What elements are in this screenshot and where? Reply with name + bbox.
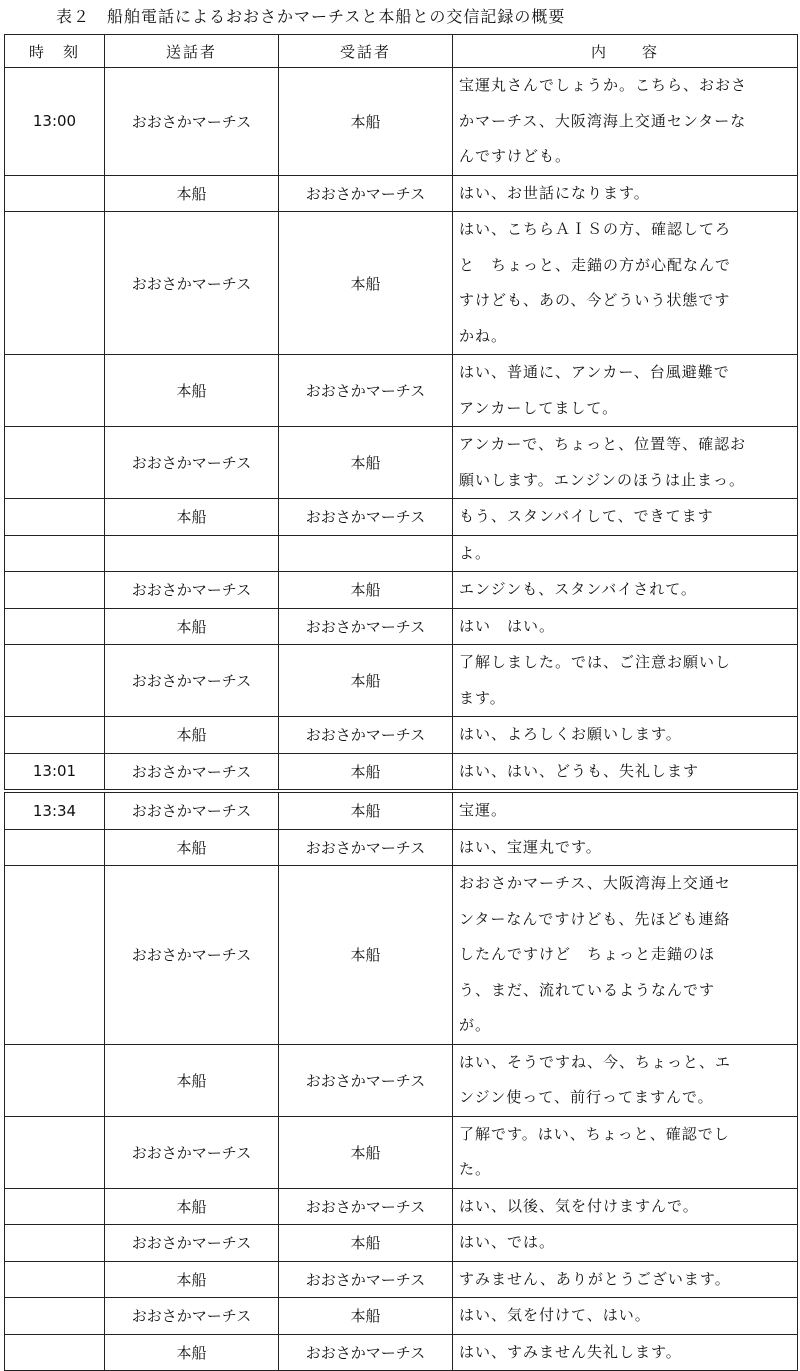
content-line: はい、そうですね、今、ちょっと、エ [459, 1052, 732, 1071]
content-cell [453, 1225, 798, 1262]
content-line: はい、よろしくお願いします。 [459, 725, 682, 743]
content-cell [453, 1261, 798, 1298]
table-row [5, 1188, 798, 1225]
speaker-cell: おおさかマーチス [105, 791, 279, 829]
content-line: と ちょっと、走錨の方が心配なんで [459, 255, 732, 274]
table-row [5, 1116, 798, 1188]
table-row [5, 1044, 798, 1116]
time-cell [5, 355, 105, 427]
content-cell [453, 427, 798, 499]
content-cell [453, 753, 798, 791]
content-line: ンジン使って、前行ってますんで。 [459, 1088, 714, 1106]
content-line: はい、すみません失礼します。 [459, 1342, 682, 1361]
time-cell [5, 1298, 105, 1335]
receiver-cell: 本船 [279, 212, 453, 355]
speaker-cell: おおさかマーチス [105, 753, 279, 791]
table-row [5, 499, 798, 536]
speaker-cell: おおさかマーチス [105, 212, 279, 355]
time-cell [5, 175, 105, 212]
header-receiver: 受話者 [279, 35, 453, 68]
table-row [5, 791, 798, 829]
table-row [5, 355, 798, 427]
receiver-cell: 本船 [279, 1298, 453, 1335]
content-line: はい、お世話になります。 [459, 183, 650, 202]
table-row [5, 1225, 798, 1262]
content-line: おおさかマーチス、大阪湾海上交通セ [459, 874, 731, 892]
header-content: 内 容 [453, 35, 798, 68]
speaker-cell: 本船 [105, 499, 279, 536]
receiver-cell: おおさかマーチス [279, 1261, 453, 1298]
time-cell [5, 1116, 105, 1188]
time-cell [5, 499, 105, 536]
speaker-cell [105, 535, 279, 572]
content-line: 宝運丸さんでしょうか。こちら、おおさ [459, 76, 748, 94]
content-line: う、まだ、流れているようなんです [459, 980, 716, 999]
time-cell [5, 572, 105, 609]
content-line: ます。 [459, 688, 506, 707]
table-row [5, 427, 798, 499]
time-cell [5, 427, 105, 499]
speaker-cell: 本船 [105, 175, 279, 212]
table-row [5, 608, 798, 645]
content-cell [453, 1334, 798, 1371]
time-cell [5, 212, 105, 355]
content-line: はい、気を付けて、はい。 [459, 1306, 651, 1324]
content-cell [453, 355, 798, 427]
time-cell: 13:34 [5, 791, 105, 829]
content-line: 願いします。エンジンのほうは止まっ。 [459, 470, 746, 489]
content-line: はい はい。 [459, 616, 556, 635]
content-line: ンターなんですけども、先ほども連絡 [459, 909, 731, 928]
table-row [5, 68, 798, 176]
table-row [5, 535, 798, 572]
content-cell [453, 645, 798, 717]
content-line: はい、はい、どうも、失礼します [459, 761, 700, 780]
content-line: もう、スタンバイして、できてます [459, 507, 714, 525]
time-cell [5, 717, 105, 754]
receiver-cell: おおさかマーチス [279, 1044, 453, 1116]
speaker-cell: 本船 [105, 355, 279, 427]
content-line: はい、宝運丸です。 [459, 837, 602, 856]
receiver-cell: おおさかマーチス [279, 717, 453, 754]
receiver-cell: おおさかマーチス [279, 1188, 453, 1225]
time-cell: 13:00 [5, 68, 105, 176]
content-cell [453, 608, 798, 645]
content-line: はい、普通に、アンカー、台風避難で [459, 363, 730, 381]
time-cell [5, 535, 105, 572]
receiver-cell: 本船 [279, 68, 453, 176]
receiver-cell: 本船 [279, 572, 453, 609]
receiver-cell: おおさかマーチス [279, 499, 453, 536]
content-line: アンカーしてまして。 [459, 398, 619, 417]
speaker-cell: おおさかマーチス [105, 68, 279, 176]
content-cell [453, 212, 798, 355]
time-cell [5, 608, 105, 645]
table-row [5, 175, 798, 212]
speaker-cell: 本船 [105, 1261, 279, 1298]
content-line: んですけども。 [459, 147, 572, 165]
table-row [5, 1261, 798, 1298]
speaker-cell: 本船 [105, 1188, 279, 1225]
receiver-cell: おおさかマーチス [279, 829, 453, 866]
time-cell [5, 645, 105, 717]
receiver-cell: 本船 [279, 753, 453, 791]
speaker-cell: 本船 [105, 717, 279, 754]
table-row [5, 717, 798, 754]
receiver-cell: おおさかマーチス [279, 608, 453, 645]
receiver-cell: 本船 [279, 645, 453, 717]
speaker-cell: おおさかマーチス [105, 1225, 279, 1262]
content-line: よ。 [459, 543, 492, 562]
receiver-cell: 本船 [279, 866, 453, 1045]
speaker-cell: おおさかマーチス [105, 866, 279, 1045]
content-cell [453, 68, 798, 176]
receiver-cell: おおさかマーチス [279, 175, 453, 212]
time-cell: 13:01 [5, 753, 105, 791]
speaker-cell: おおさかマーチス [105, 427, 279, 499]
content-line: すけども、あの、今どういう状態です [459, 291, 731, 309]
speaker-cell: 本船 [105, 1334, 279, 1371]
content-cell [453, 175, 798, 212]
time-cell [5, 1334, 105, 1371]
table-body [5, 68, 798, 1371]
content-cell [453, 572, 798, 609]
content-line: すみません、ありがとうございます。 [459, 1269, 731, 1288]
content-cell [453, 535, 798, 572]
header-row [5, 35, 798, 68]
table-caption: 表２ 船舶電話によるおおさかマーチスと本船との交信記録の概要 [56, 7, 566, 26]
receiver-cell: おおさかマーチス [279, 1334, 453, 1371]
content-line: はい、では。 [459, 1233, 556, 1251]
content-cell [453, 1044, 798, 1116]
content-cell [453, 791, 798, 829]
content-line: はい、こちらＡＩＳの方、確認してろ [459, 220, 732, 238]
speaker-cell: おおさかマーチス [105, 1298, 279, 1335]
header-time: 時 刻 [5, 35, 105, 68]
content-cell [453, 499, 798, 536]
time-cell [5, 1261, 105, 1298]
content-line: 了解しました。では、ご注意お願いし [459, 653, 732, 671]
receiver-cell: おおさかマーチス [279, 355, 453, 427]
table-row [5, 572, 798, 609]
receiver-cell: 本船 [279, 427, 453, 499]
receiver-cell: 本船 [279, 1225, 453, 1262]
table-row [5, 753, 798, 791]
receiver-cell: 本船 [279, 1116, 453, 1188]
speaker-cell: 本船 [105, 608, 279, 645]
content-cell [453, 866, 798, 1045]
content-line: が。 [459, 1016, 492, 1034]
speaker-cell: おおさかマーチス [105, 572, 279, 609]
communication-log-table [4, 34, 798, 1371]
content-line: た。 [459, 1160, 492, 1178]
receiver-cell: 本船 [279, 791, 453, 829]
content-cell [453, 717, 798, 754]
table-row [5, 1334, 798, 1371]
table-row [5, 645, 798, 717]
content-line: かマーチス、大阪湾海上交通センターな [459, 111, 747, 130]
content-line: はい、以後、気を付けますんで。 [459, 1196, 699, 1215]
table-row [5, 212, 798, 355]
header-speaker: 送話者 [105, 35, 279, 68]
content-cell [453, 1116, 798, 1188]
content-line: エンジンも、スタンバイされて。 [459, 580, 697, 598]
speaker-cell: おおさかマーチス [105, 1116, 279, 1188]
content-line: 宝運。 [459, 801, 508, 819]
table-row [5, 829, 798, 866]
speaker-cell: 本船 [105, 829, 279, 866]
content-line: 了解です。はい、ちょっと、確認でし [459, 1124, 730, 1143]
time-cell [5, 829, 105, 866]
receiver-cell [279, 535, 453, 572]
content-line: したんですけど ちょっと走錨のほ [459, 945, 716, 963]
time-cell [5, 1044, 105, 1116]
content-cell [453, 1188, 798, 1225]
content-line: かね。 [459, 326, 508, 345]
speaker-cell: おおさかマーチス [105, 645, 279, 717]
time-cell [5, 1225, 105, 1262]
content-cell [453, 1298, 798, 1335]
table-row [5, 866, 798, 1045]
time-cell [5, 866, 105, 1045]
speaker-cell: 本船 [105, 1044, 279, 1116]
table-row [5, 1298, 798, 1335]
time-cell [5, 1188, 105, 1225]
content-cell [453, 829, 798, 866]
content-line: アンカーで、ちょっと、位置等、確認お [459, 435, 747, 453]
